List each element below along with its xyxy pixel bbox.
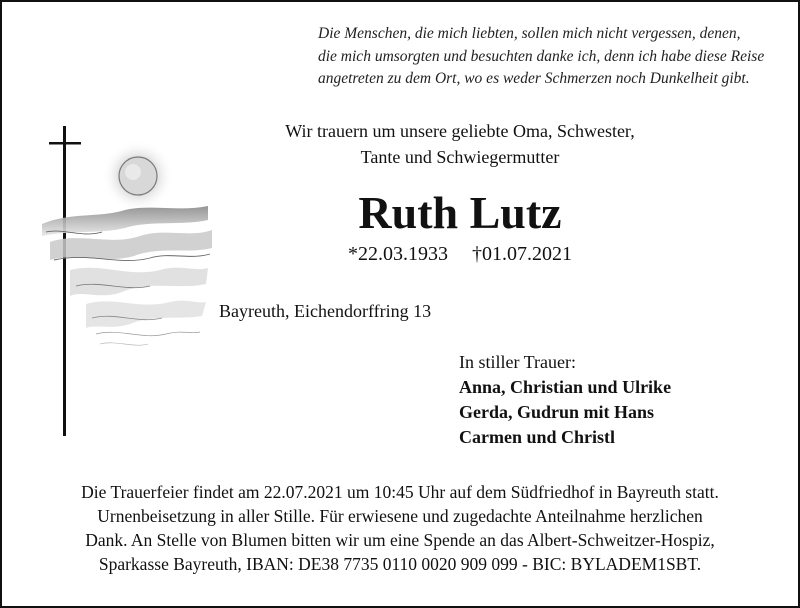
notice-line: Dank. An Stelle von Blumen bitten wir um eine Spende an das Albert-Schweitzer-Hospiz, bbox=[85, 530, 715, 550]
mourners-block bbox=[459, 350, 671, 450]
intro-line: Tante und Schwiegermutter bbox=[360, 147, 560, 167]
mourning-intro bbox=[180, 118, 740, 170]
quote-line: die mich umsorgten und besuchten danke ich, denn ich habe diese Reise bbox=[318, 47, 765, 65]
life-dates bbox=[260, 240, 660, 268]
sun-icon bbox=[102, 140, 174, 212]
funeral-notice bbox=[20, 480, 780, 576]
quote-line: angetreten zu dem Ort, wo es weder Schmerzen noch Dunkelheit gibt. bbox=[318, 70, 750, 87]
birth-date: *22.03.1933 bbox=[348, 243, 448, 265]
mourners-names bbox=[459, 375, 671, 450]
mourners-heading: In stiller Trauer: bbox=[459, 352, 576, 372]
deceased-name: Ruth Lutz bbox=[358, 187, 562, 238]
epigraph-quote bbox=[318, 23, 778, 91]
quote-line: Die Menschen, die mich liebten, sollen mich nicht vergessen, denen, bbox=[318, 25, 741, 42]
landscape-illustration bbox=[42, 206, 212, 345]
notice-line: Urnenbeisetzung in aller Stille. Für erwiesene und zugedachte Anteilnahme herzlichen bbox=[97, 506, 703, 526]
notice-line: Sparkasse Bayreuth, IBAN: DE38 7735 0110 0020 909 099 - BIC: BYLADEM1SBT. bbox=[98, 554, 702, 574]
notice-line: Die Trauerfeier findet am 22.07.2021 um 10:45 Uhr auf dem Südfriedhof in Bayreuth statt. bbox=[81, 482, 719, 502]
mourner-name: Anna, Christian und Ulrike bbox=[459, 377, 672, 397]
mourner-name: Gerda, Gudrun mit Hans bbox=[459, 402, 655, 422]
address: Bayreuth, Eichendorffring 13 bbox=[219, 301, 432, 321]
death-date: †01.07.2021 bbox=[472, 243, 572, 265]
intro-line: Wir trauern um unsere geliebte Oma, Schwester, bbox=[285, 121, 635, 141]
mourner-name: Carmen und Christl bbox=[459, 427, 616, 447]
